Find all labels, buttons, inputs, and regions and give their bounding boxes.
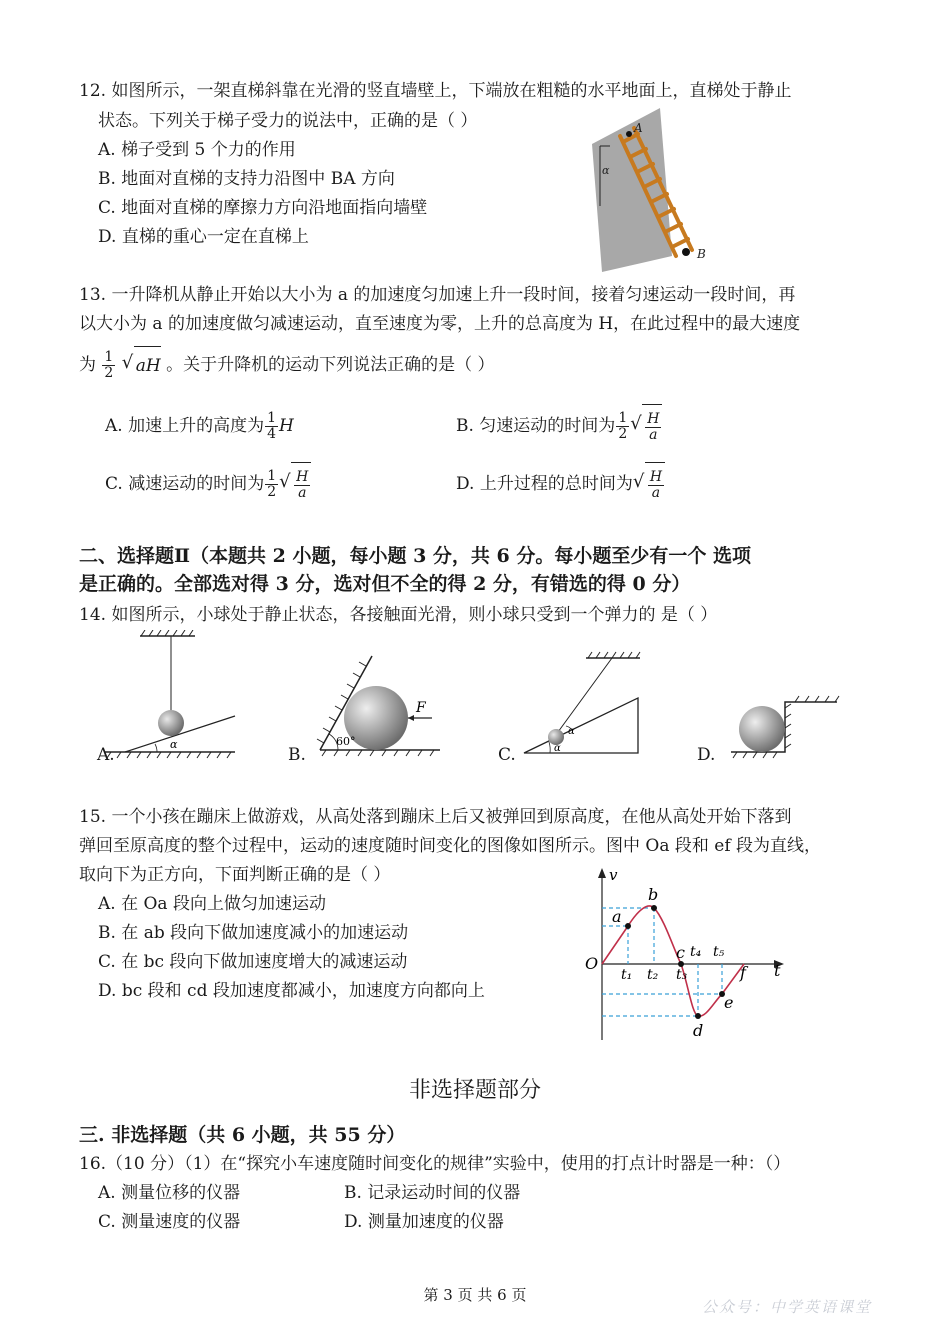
q16-option-b: B. 记录运动时间的仪器 [344, 1183, 521, 1203]
q16-option-d: D. 测量加速度的仪器 [344, 1212, 504, 1232]
q13-option-b: B. 匀速运动的时间为 $\frac{1}{2}$ √ $\frac{H}{a}$ [456, 404, 662, 449]
q13-option-c: C. 减速运动的时间为 $\frac{1}{2}$ √ $\frac{H}{a}$ [105, 462, 311, 507]
point-b: b [648, 885, 659, 904]
ladder-point-b [682, 248, 690, 256]
q14-label-c: C. [498, 745, 516, 765]
velocity-time-graph [578, 866, 790, 1044]
tick-t3: t₃ [676, 967, 688, 983]
angle-alpha-c1: α [568, 726, 575, 737]
ladder-figure [580, 106, 710, 272]
point-c: c [676, 943, 685, 962]
q16-option-c: C. 测量速度的仪器 [98, 1212, 241, 1232]
q12-option-c: C. 地面对直梯的摩擦力方向沿地面指向墙壁 [98, 198, 428, 218]
tick-t5: t₅ [713, 944, 725, 960]
label-a: A [634, 121, 643, 135]
q12-stem-line2: 状态。下列关于梯子受力的说法中，正确的是（ ） [98, 111, 478, 131]
q12-stem-line1: 12. 如图所示，一架直梯斜靠在光滑的竖直墙壁上，下端放在粗糙的水平地面上，直梯处于静止 [79, 81, 792, 101]
origin-o: O [585, 954, 599, 973]
q12-option-a: A. 梯子受到 5 个力的作用 [98, 140, 296, 160]
q13-option-a: A. 加速上升的高度为 $\frac{1}{4}$ H [105, 410, 294, 442]
q15-stem-line3: 取向下为正方向，下面判断正确的是（ ） [79, 865, 391, 885]
q14-figure-a [95, 630, 245, 765]
q12-option-d: D. 直梯的重心一定在直梯上 [98, 227, 309, 247]
q14-label-d: D. [697, 745, 716, 765]
angle-alpha-a: α [170, 738, 178, 751]
ladder-point-a [626, 131, 632, 137]
q16-stem: 16.（10 分）（1）在“探究小车速度随时间变化的规律”实验中，使用的打点计时器是一种：（） [79, 1154, 791, 1174]
tick-t1: t₁ [621, 967, 633, 983]
tick-t2: t₂ [647, 967, 659, 983]
angle-sixty: 60° [336, 735, 356, 748]
q13-stem-line2: 以大小为 a 的加速度做匀减速运动，直至速度为零，上升的总高度为 H，在此过程中的最大速度 [79, 314, 801, 334]
q13-option-d: D. 上升过程的总时间为 √ $\frac{H}{a}$ [456, 462, 665, 507]
point-a: a [612, 907, 622, 926]
q15-stem-line2: 弹回至原高度的整个过程中，运动的速度随时间变化的图像如图所示。图中 Oa 段和 ef 段为直线， [79, 836, 822, 856]
force-label: F [416, 700, 426, 716]
section3-heading: 三. 非选择题（共 6 小题，共 55 分） [79, 1124, 406, 1146]
part-title: 非选择题部分 [408, 1078, 541, 1103]
axis-v: v [609, 866, 618, 884]
q12-option-b: B. 地面对直梯的支持力沿图中 BA 方向 [98, 169, 395, 189]
q15-option-b: B. 在 ab 段向下做加速度减小的加速运动 [98, 923, 409, 943]
tick-t4: t₄ [690, 944, 702, 960]
point-d: d [693, 1021, 704, 1040]
watermark: 公众号：中学英语课堂 [701, 1298, 872, 1316]
max-speed-fraction: $\frac{1}{2}$ [104, 349, 114, 381]
section2-heading-line1: 二、选择题Ⅱ（本题共 2 小题，每小题 3 分，共 6 分。每小题至少有一个 选项 [79, 545, 751, 567]
label-b: B [697, 247, 706, 261]
q14-label-b: B. [288, 745, 306, 765]
q15-option-c: C. 在 bc 段向下做加速度增大的减速运动 [98, 952, 408, 972]
q14-figure-d [725, 690, 845, 762]
q15-option-a: A. 在 Oa 段向上做匀加速运动 [98, 894, 326, 914]
q15-stem-line1: 15. 一个小孩在蹦床上做游戏，从高处落到蹦床上后又被弹回到原高度，在他从高处开始下落到 [79, 807, 792, 827]
q15-option-d: D. bc 段和 cd 段加速度都减小，加速度方向都向上 [98, 981, 485, 1001]
q14-figure-c [520, 650, 650, 760]
point-e: e [724, 993, 734, 1012]
q16-option-a: A. 测量位移的仪器 [98, 1183, 241, 1203]
label-alpha: α [602, 164, 610, 177]
point-f: f [740, 963, 746, 982]
q14-stem: 14. 如图所示，小球处于静止状态，各接触面光滑，则小球只受到一个弹力的 是（ ） [79, 605, 718, 625]
q14-figure-b [310, 648, 450, 758]
axis-t: t [774, 961, 781, 980]
q14-label-a: A. [97, 745, 115, 765]
q13-stem-line3: 为 $\frac{1}{2}$ √ aH 。关于升降机的运动下列说法正确的是（ ） [79, 346, 495, 385]
q13-stem-line1: 13. 一升降机从静止开始以大小为 a 的加速度匀加速上升一段时间，接着匀速运动一段时间，再 [79, 285, 796, 305]
angle-alpha-c2: α [554, 743, 561, 754]
page-footer: 第 3 页 共 6 页 [423, 1286, 527, 1304]
section2-heading-line2: 是正确的。全部选对得 3 分，选对但不全的得 2 分，有错选的得 0 分） [79, 573, 691, 595]
